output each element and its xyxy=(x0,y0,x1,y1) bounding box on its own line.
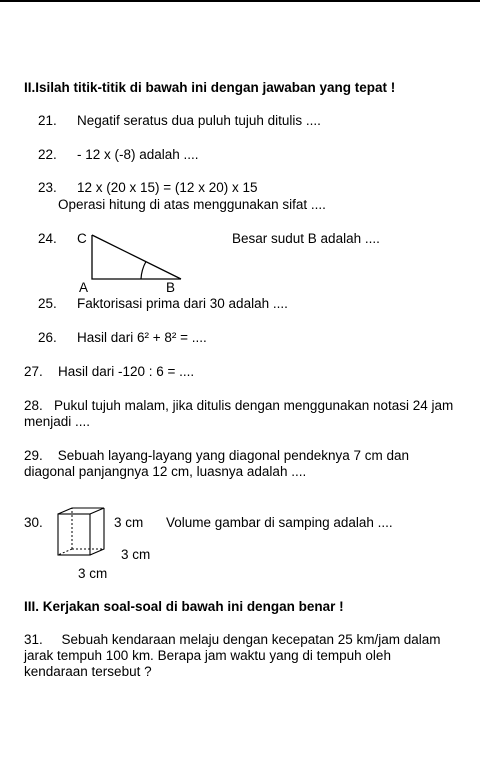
section-3-heading: III. Kerjakan soal-soal di bawah ini dengan benar ! xyxy=(24,599,344,614)
q25-number: 25. xyxy=(38,296,57,311)
q23-line1: 12 x (20 x 15) = (12 x 20) x 15 xyxy=(77,180,258,195)
q27-text: Hasil dari -120 : 6 = .... xyxy=(58,364,195,379)
q29-number: 29. xyxy=(24,448,43,463)
top-border xyxy=(0,0,480,2)
q31-text: Sebuah kendaraan melaju dengan kecepatan 25 km/jam dalam jarak tempuh 100 km. Berapa jam waktu yang di tempuh oleh kendaraan tersebut ? xyxy=(24,632,441,679)
q28 xyxy=(24,398,474,430)
q29-text: Sebuah layang-layang yang diagonal pendeknya 7 cm dan diagonal panjangnya 12 cm, luasnya adalah .... xyxy=(24,448,410,479)
q29 xyxy=(24,448,454,480)
q25-text: Faktorisasi prima dari 30 adalah .... xyxy=(77,296,288,311)
q21-text: Negatif seratus dua puluh tujuh ditulis .... xyxy=(77,113,321,128)
q24-label-c: C xyxy=(77,231,87,246)
q22-text: - 12 x (-8) adalah .... xyxy=(77,147,199,162)
cube-height-label: 3 cm xyxy=(114,515,144,530)
q30-text: Volume gambar di samping adalah .... xyxy=(166,515,393,530)
q28-number: 28. xyxy=(24,398,43,413)
q31-number: 31. xyxy=(24,632,43,647)
cube-figure xyxy=(55,505,115,565)
q26-number: 26. xyxy=(38,330,57,345)
q24-text: Besar sudut B adalah .... xyxy=(232,231,380,246)
q26-text: Hasil dari 6² + 8² = .... xyxy=(77,330,207,345)
section-2-heading: II.Isilah titik-titik di bawah ini dengan jawaban yang tepat ! xyxy=(24,80,396,95)
q23-line2: Operasi hitung di atas menggunakan sifat .... xyxy=(58,197,326,212)
q23-number: 23. xyxy=(38,180,57,195)
q22-number: 22. xyxy=(38,147,57,162)
cube-depth-label: 3 cm xyxy=(121,547,151,562)
q21-number: 21. xyxy=(38,113,57,128)
q24-number: 24. xyxy=(38,231,57,246)
q24-label-a: A xyxy=(79,280,89,295)
right-triangle-figure xyxy=(85,233,195,293)
q30-number: 30. xyxy=(24,515,43,530)
q31 xyxy=(24,632,449,680)
q24-label-b: B xyxy=(166,280,176,295)
cube-width-label: 3 cm xyxy=(78,566,108,581)
q28-text: Pukul tujuh malam, jika ditulis dengan menggunakan notasi 24 jam menjadi .... xyxy=(24,398,454,429)
q27-number: 27. xyxy=(24,364,43,379)
